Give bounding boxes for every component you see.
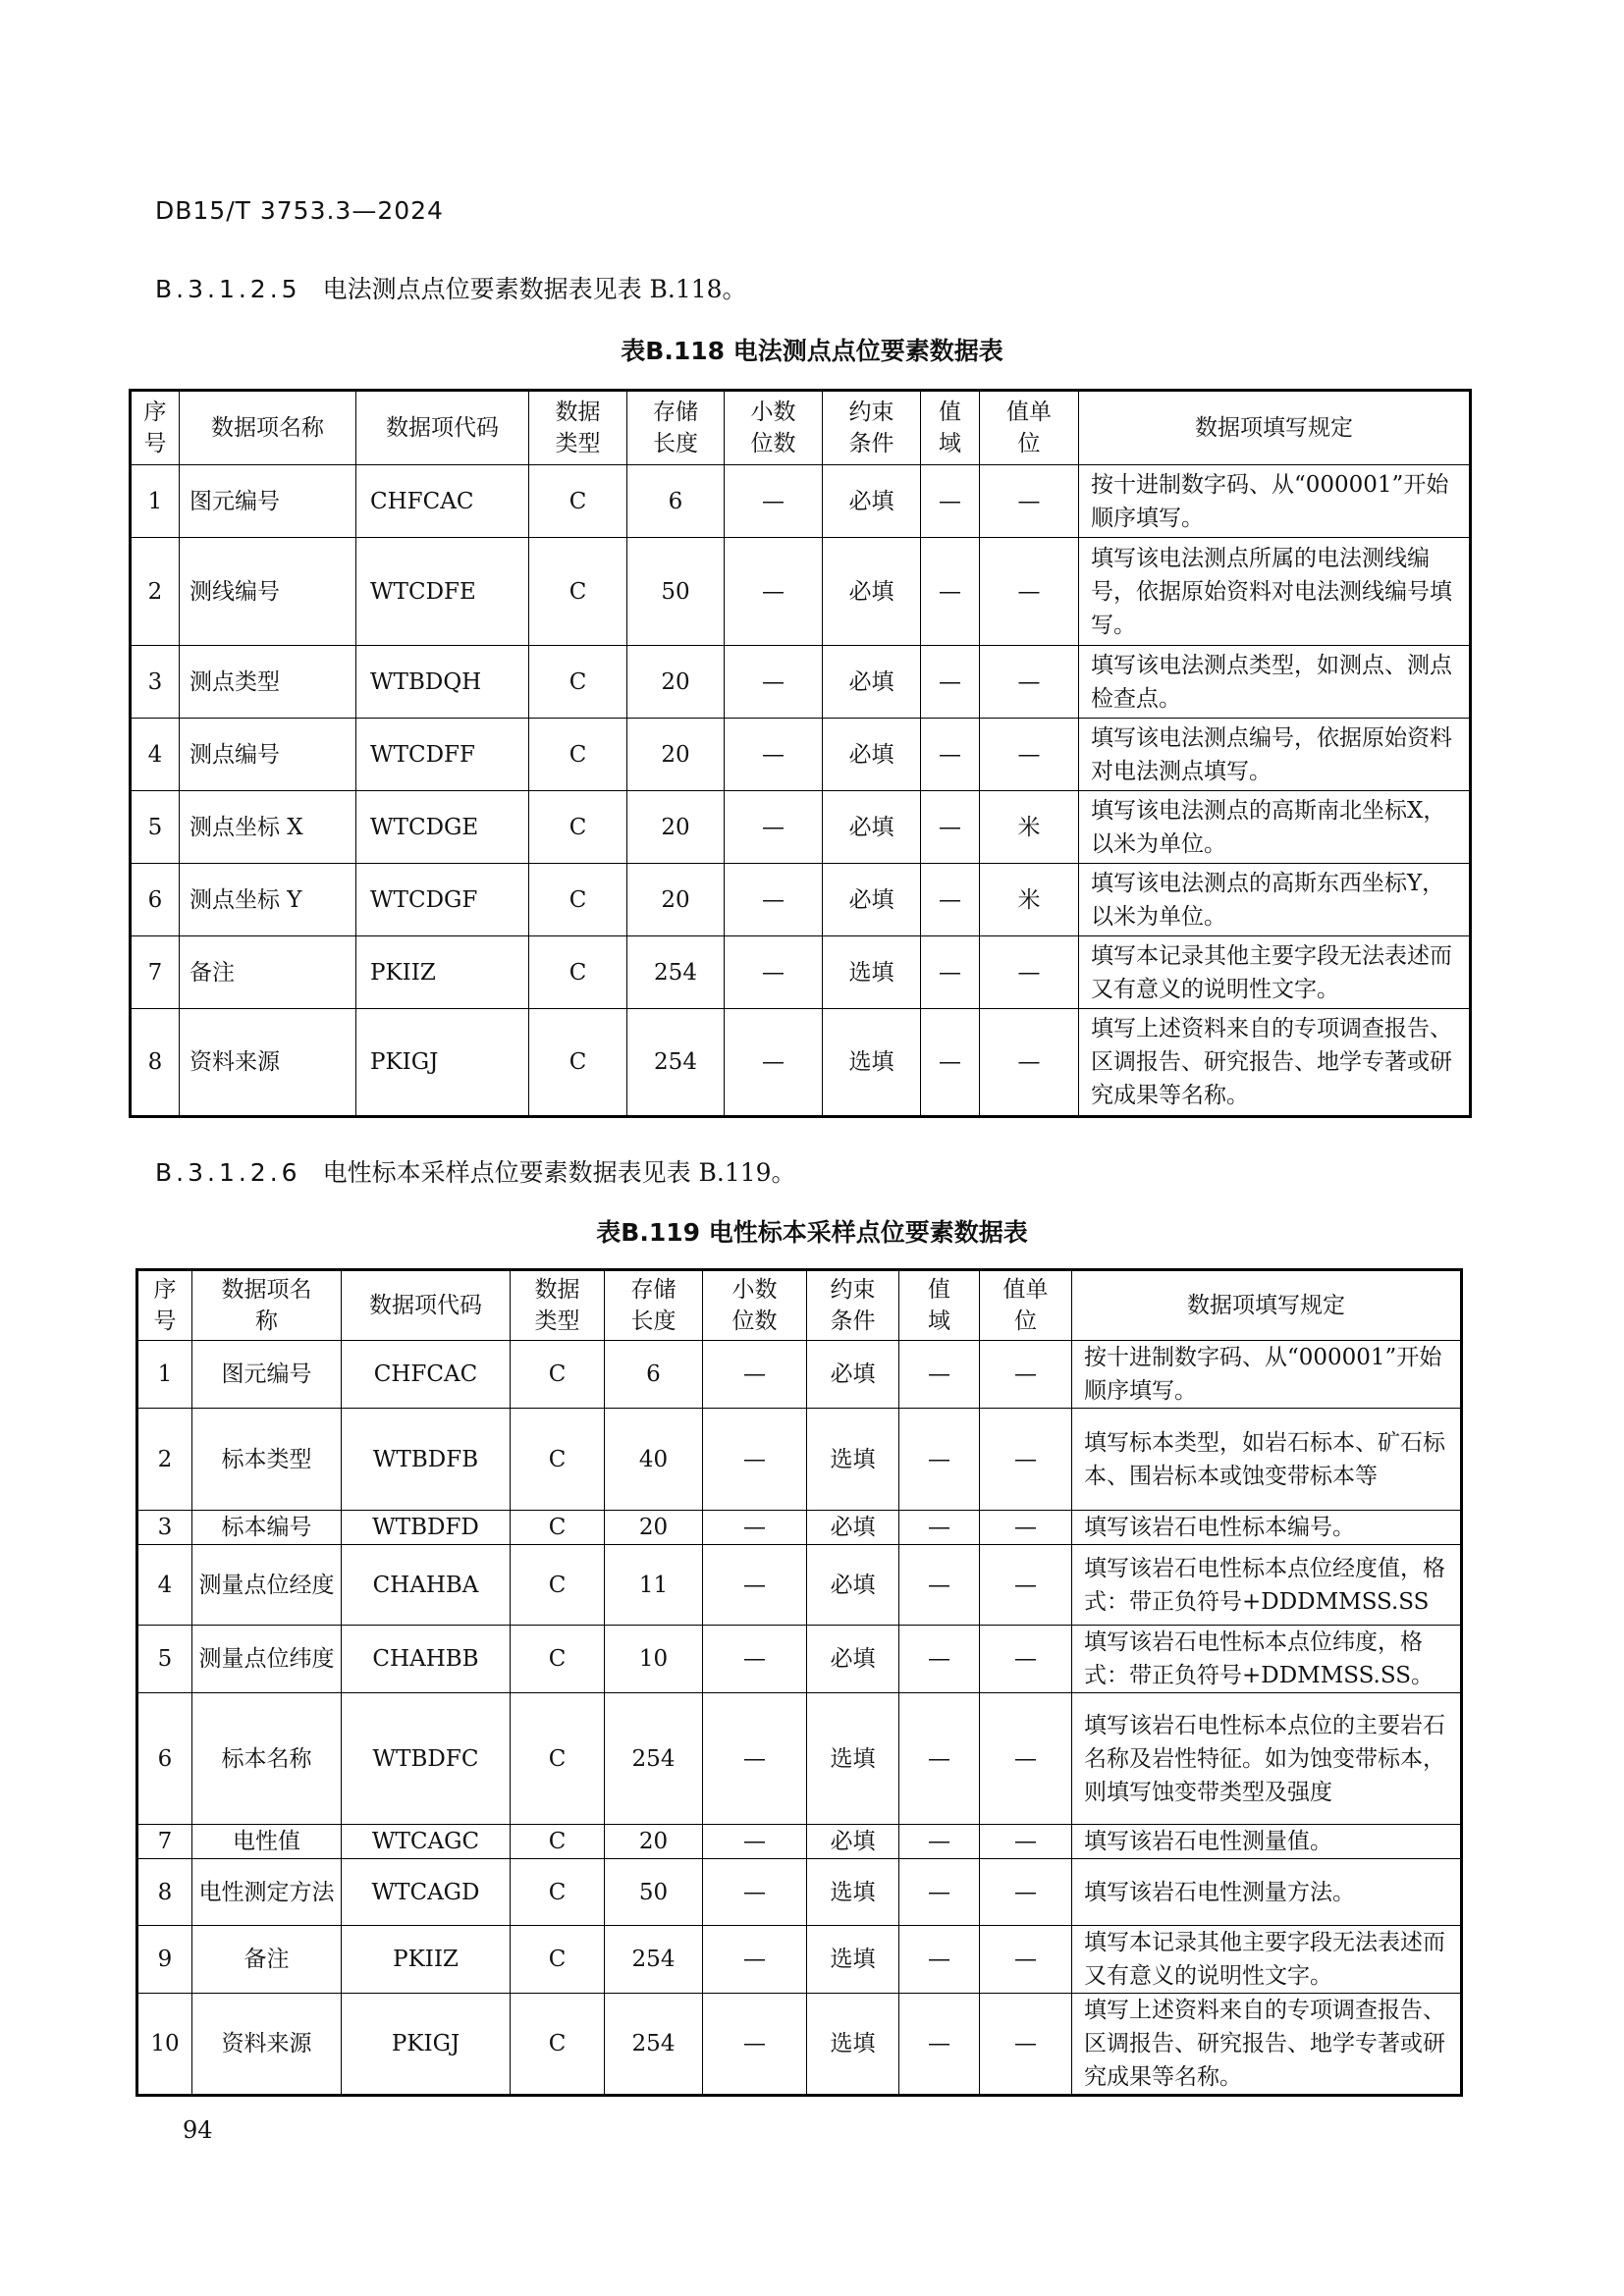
cell-fill-rule: 填写该电法测点的高斯南北坐标X，以米为单位。 bbox=[1079, 791, 1471, 864]
cell-storage-length: 20 bbox=[627, 646, 725, 719]
header-text: 数据 bbox=[555, 400, 601, 425]
header-storage-length bbox=[605, 1270, 703, 1341]
cell-data-type: C bbox=[529, 646, 627, 719]
cell-data-type: C bbox=[529, 1009, 627, 1117]
cell-value-unit: — bbox=[980, 1825, 1072, 1859]
header-text: 序 bbox=[143, 400, 167, 425]
cell-decimal-places: — bbox=[703, 1994, 807, 2096]
cell-data-type: C bbox=[511, 1859, 605, 1926]
header-value-domain bbox=[921, 391, 980, 465]
cell-row-number: 8 bbox=[137, 1859, 192, 1926]
header-constraint bbox=[823, 391, 921, 465]
cell-fill-rule: 填写该电法测点的高斯东西坐标Y，以米为单位。 bbox=[1079, 864, 1471, 936]
table-row bbox=[131, 538, 1471, 646]
cell-decimal-places: — bbox=[725, 646, 823, 719]
cell-field-code: WTBDFB bbox=[342, 1409, 511, 1511]
cell-fill-rule: 填写该岩石电性测量值。 bbox=[1072, 1825, 1462, 1859]
header-text: 条件 bbox=[848, 431, 894, 456]
cell-storage-length: 50 bbox=[627, 538, 725, 646]
cell-field-code: PKIGJ bbox=[342, 1994, 511, 2096]
header-decimal-places bbox=[703, 1270, 807, 1341]
cell-field-code: CHAHBA bbox=[342, 1545, 511, 1626]
cell-row-number: 1 bbox=[137, 1341, 192, 1409]
table-row bbox=[137, 1626, 1462, 1693]
header-text: 号 bbox=[143, 431, 167, 456]
section-heading-b3126 bbox=[155, 1153, 796, 1189]
header-text: 条件 bbox=[830, 1308, 876, 1334]
table-row bbox=[131, 864, 1471, 936]
cell-field-name: 备注 bbox=[180, 936, 356, 1009]
cell-field-code: WTCAGD bbox=[342, 1859, 511, 1926]
cell-value-domain: — bbox=[921, 936, 980, 1009]
header-text: 数据项名称 bbox=[211, 415, 324, 441]
cell-value-domain: — bbox=[921, 1009, 980, 1117]
cell-fill-rule: 按十进制数字码、从“000001”开始顺序填写。 bbox=[1079, 465, 1471, 538]
cell-field-name: 测点编号 bbox=[180, 719, 356, 791]
cell-storage-length: 254 bbox=[605, 1994, 703, 2096]
cell-value-domain: — bbox=[899, 1825, 980, 1859]
cell-decimal-places: — bbox=[703, 1626, 807, 1693]
cell-field-code: WTCDGF bbox=[356, 864, 529, 936]
cell-constraint: 必填 bbox=[823, 719, 921, 791]
cell-data-type: C bbox=[529, 465, 627, 538]
cell-data-type: C bbox=[529, 791, 627, 864]
cell-fill-rule: 填写该电法测点类型，如测点、测点检查点。 bbox=[1079, 646, 1471, 719]
cell-field-name: 测量点位经度 bbox=[192, 1545, 342, 1626]
cell-field-code: PKIIZ bbox=[342, 1926, 511, 1994]
header-text: 号 bbox=[153, 1308, 177, 1334]
cell-decimal-places: — bbox=[703, 1693, 807, 1825]
cell-storage-length: 20 bbox=[627, 864, 725, 936]
header-text: 长度 bbox=[653, 431, 698, 456]
cell-row-number: 4 bbox=[131, 719, 180, 791]
cell-field-code: WTBDFD bbox=[342, 1511, 511, 1545]
cell-field-code: WTCAGC bbox=[342, 1825, 511, 1859]
cell-field-name: 图元编号 bbox=[180, 465, 356, 538]
header-text: 存储 bbox=[630, 1277, 677, 1303]
table-row bbox=[137, 1511, 1462, 1545]
cell-fill-rule: 填写标本类型，如岩石标本、矿石标本、围岩标本或蚀变带标本等 bbox=[1072, 1409, 1462, 1511]
cell-field-code: WTBDQH bbox=[356, 646, 529, 719]
cell-row-number: 7 bbox=[137, 1825, 192, 1859]
cell-storage-length: 20 bbox=[605, 1511, 703, 1545]
cell-field-name: 标本编号 bbox=[192, 1511, 342, 1545]
header-text: 数据项填写规定 bbox=[1195, 415, 1353, 441]
cell-value-unit: — bbox=[980, 1626, 1072, 1693]
cell-data-type: C bbox=[529, 538, 627, 646]
table-row bbox=[137, 1409, 1462, 1511]
cell-row-number: 10 bbox=[137, 1994, 192, 2096]
cell-data-type: C bbox=[511, 1545, 605, 1626]
cell-fill-rule: 填写该岩石电性标本点位经度值，格式：带正负符号+DDDMMSS.SS bbox=[1072, 1545, 1462, 1626]
header-text: 位 bbox=[1014, 1308, 1037, 1334]
header-value-unit bbox=[980, 1270, 1072, 1341]
cell-fill-rule: 填写该岩石电性标本点位纬度，格式：带正负符号+DDMMSS.SS。 bbox=[1072, 1626, 1462, 1693]
cell-data-type: C bbox=[529, 864, 627, 936]
cell-data-type: C bbox=[511, 1825, 605, 1859]
header-fill-rule bbox=[1079, 391, 1471, 465]
cell-field-name: 备注 bbox=[192, 1926, 342, 1994]
cell-value-domain: — bbox=[899, 1859, 980, 1926]
header-row-number bbox=[131, 391, 180, 465]
header-text: 数据 bbox=[534, 1277, 580, 1303]
cell-storage-length: 20 bbox=[627, 791, 725, 864]
data-table-b118 bbox=[129, 389, 1472, 1118]
cell-decimal-places: — bbox=[703, 1511, 807, 1545]
cell-value-unit: — bbox=[980, 1341, 1072, 1409]
cell-storage-length: 6 bbox=[605, 1341, 703, 1409]
cell-decimal-places: — bbox=[725, 719, 823, 791]
cell-constraint: 必填 bbox=[807, 1825, 899, 1859]
table-row bbox=[131, 791, 1471, 864]
cell-decimal-places: — bbox=[725, 936, 823, 1009]
section-text: 电法测点点位要素数据表见表 B.118。 bbox=[322, 275, 747, 303]
cell-constraint: 选填 bbox=[807, 1409, 899, 1511]
cell-value-domain: — bbox=[921, 646, 980, 719]
header-text: 小数 bbox=[750, 400, 796, 425]
cell-field-code: CHFCAC bbox=[342, 1341, 511, 1409]
header-text: 域 bbox=[928, 1308, 950, 1334]
cell-value-domain: — bbox=[899, 1511, 980, 1545]
cell-row-number: 8 bbox=[131, 1009, 180, 1117]
cell-field-name: 测点坐标 X bbox=[180, 791, 356, 864]
header-text: 类型 bbox=[555, 431, 601, 456]
cell-row-number: 3 bbox=[137, 1511, 192, 1545]
cell-fill-rule: 填写该电法测点所属的电法测线编号，依据原始资料对电法测线编号填写。 bbox=[1079, 538, 1471, 646]
header-text: 序 bbox=[153, 1277, 177, 1303]
header-decimal-places bbox=[725, 391, 823, 465]
cell-row-number: 6 bbox=[131, 864, 180, 936]
cell-value-domain: — bbox=[899, 1626, 980, 1693]
table-row bbox=[137, 1859, 1462, 1926]
header-data-type bbox=[529, 391, 627, 465]
cell-field-name: 资料来源 bbox=[180, 1009, 356, 1117]
cell-fill-rule: 填写该岩石电性标本点位的主要岩石名称及岩性特征。如为蚀变带标本，则填写蚀变带类型及强度 bbox=[1072, 1693, 1462, 1825]
cell-constraint: 必填 bbox=[823, 791, 921, 864]
table-row bbox=[131, 646, 1471, 719]
standard-number: DB15/T 3753.3—2024 bbox=[155, 196, 444, 225]
cell-field-name: 测点类型 bbox=[180, 646, 356, 719]
header-fill-rule bbox=[1072, 1270, 1462, 1341]
cell-data-type: C bbox=[511, 1511, 605, 1545]
cell-value-unit: — bbox=[980, 538, 1079, 646]
header-row-number bbox=[137, 1270, 192, 1341]
cell-field-name: 测点坐标 Y bbox=[180, 864, 356, 936]
cell-field-name: 标本名称 bbox=[192, 1693, 342, 1825]
cell-decimal-places: — bbox=[725, 465, 823, 538]
cell-row-number: 9 bbox=[137, 1926, 192, 1994]
cell-decimal-places: — bbox=[725, 864, 823, 936]
cell-row-number: 6 bbox=[137, 1693, 192, 1825]
section-text: 电性标本采样点位要素数据表见表 B.119。 bbox=[322, 1158, 796, 1187]
header-text: 值单 bbox=[1006, 400, 1052, 425]
cell-decimal-places: — bbox=[703, 1341, 807, 1409]
header-value-unit bbox=[980, 391, 1079, 465]
header-text: 称 bbox=[255, 1308, 278, 1334]
header-text: 值单 bbox=[1002, 1277, 1049, 1303]
cell-data-type: C bbox=[511, 1626, 605, 1693]
table-header-row bbox=[137, 1270, 1462, 1341]
header-value-domain bbox=[899, 1270, 980, 1341]
cell-fill-rule: 按十进制数字码、从“000001”开始顺序填写。 bbox=[1072, 1341, 1462, 1409]
cell-value-unit: — bbox=[980, 1545, 1072, 1626]
cell-value-unit: — bbox=[980, 936, 1079, 1009]
cell-constraint: 选填 bbox=[807, 1994, 899, 2096]
cell-value-unit: — bbox=[980, 465, 1079, 538]
cell-value-domain: — bbox=[921, 465, 980, 538]
cell-constraint: 必填 bbox=[807, 1511, 899, 1545]
table-row bbox=[131, 936, 1471, 1009]
header-field-name bbox=[192, 1270, 342, 1341]
table-row bbox=[137, 1545, 1462, 1626]
cell-row-number: 2 bbox=[131, 538, 180, 646]
header-text: 位数 bbox=[750, 431, 796, 456]
cell-value-unit: — bbox=[980, 1926, 1072, 1994]
cell-decimal-places: — bbox=[703, 1825, 807, 1859]
cell-fill-rule: 填写本记录其他主要字段无法表述而又有意义的说明性文字。 bbox=[1072, 1926, 1462, 1994]
header-field-code bbox=[342, 1270, 511, 1341]
header-constraint bbox=[807, 1270, 899, 1341]
table-row bbox=[137, 1926, 1462, 1994]
cell-row-number: 3 bbox=[131, 646, 180, 719]
cell-constraint: 必填 bbox=[807, 1341, 899, 1409]
cell-decimal-places: — bbox=[703, 1926, 807, 1994]
header-text: 值 bbox=[939, 400, 961, 425]
header-text: 存储 bbox=[653, 400, 698, 425]
cell-storage-length: 254 bbox=[605, 1926, 703, 1994]
cell-value-domain: — bbox=[899, 1693, 980, 1825]
section-number: B.3.1.2.6 bbox=[155, 1158, 301, 1187]
cell-constraint: 选填 bbox=[823, 936, 921, 1009]
cell-storage-length: 50 bbox=[605, 1859, 703, 1926]
cell-constraint: 必填 bbox=[823, 538, 921, 646]
header-text: 小数 bbox=[731, 1277, 778, 1303]
table-row bbox=[131, 465, 1471, 538]
header-field-name bbox=[180, 391, 356, 465]
header-text: 位 bbox=[1017, 431, 1041, 456]
cell-constraint: 必填 bbox=[823, 646, 921, 719]
cell-field-code: WTCDGE bbox=[356, 791, 529, 864]
cell-field-name: 电性测定方法 bbox=[192, 1859, 342, 1926]
header-storage-length bbox=[627, 391, 725, 465]
cell-decimal-places: — bbox=[725, 538, 823, 646]
cell-storage-length: 254 bbox=[627, 1009, 725, 1117]
header-text: 数据项代码 bbox=[386, 415, 499, 441]
cell-field-name: 测线编号 bbox=[180, 538, 356, 646]
cell-storage-length: 40 bbox=[605, 1409, 703, 1511]
cell-value-domain: — bbox=[899, 1926, 980, 1994]
cell-decimal-places: — bbox=[725, 791, 823, 864]
cell-row-number: 5 bbox=[137, 1626, 192, 1693]
table-row bbox=[137, 1693, 1462, 1825]
data-table-b119 bbox=[135, 1268, 1463, 2097]
header-text: 约束 bbox=[830, 1277, 876, 1303]
cell-value-unit: — bbox=[980, 646, 1079, 719]
page-number: 94 bbox=[183, 2116, 213, 2144]
section-heading-b3125 bbox=[155, 270, 747, 305]
table-row bbox=[137, 1341, 1462, 1409]
header-text: 长度 bbox=[630, 1308, 677, 1334]
cell-fill-rule: 填写上述资料来自的专项调查报告、区调报告、研究报告、地学专著或研究成果等名称。 bbox=[1072, 1994, 1462, 2096]
cell-data-type: C bbox=[529, 719, 627, 791]
cell-row-number: 2 bbox=[137, 1409, 192, 1511]
table-row bbox=[137, 1825, 1462, 1859]
cell-field-name: 测量点位纬度 bbox=[192, 1626, 342, 1693]
cell-field-code: WTCDFE bbox=[356, 538, 529, 646]
cell-storage-length: 11 bbox=[605, 1545, 703, 1626]
cell-constraint: 必填 bbox=[807, 1545, 899, 1626]
cell-value-domain: — bbox=[899, 1341, 980, 1409]
cell-row-number: 4 bbox=[137, 1545, 192, 1626]
cell-decimal-places: — bbox=[703, 1859, 807, 1926]
cell-value-domain: — bbox=[921, 538, 980, 646]
cell-value-unit: — bbox=[980, 1409, 1072, 1511]
cell-field-name: 资料来源 bbox=[192, 1994, 342, 2096]
table-header-row bbox=[131, 391, 1471, 465]
cell-storage-length: 254 bbox=[605, 1693, 703, 1825]
header-data-type bbox=[511, 1270, 605, 1341]
cell-constraint: 选填 bbox=[807, 1859, 899, 1926]
cell-constraint: 必填 bbox=[823, 465, 921, 538]
cell-value-domain: — bbox=[899, 1409, 980, 1511]
table-row bbox=[131, 1009, 1471, 1117]
cell-storage-length: 254 bbox=[627, 936, 725, 1009]
cell-value-unit: — bbox=[980, 1859, 1072, 1926]
cell-field-code: PKIGJ bbox=[356, 1009, 529, 1117]
cell-data-type: C bbox=[511, 1994, 605, 2096]
cell-field-code: CHAHBB bbox=[342, 1626, 511, 1693]
header-text: 数据项填写规定 bbox=[1187, 1293, 1345, 1318]
cell-data-type: C bbox=[511, 1693, 605, 1825]
cell-storage-length: 20 bbox=[605, 1825, 703, 1859]
cell-row-number: 7 bbox=[131, 936, 180, 1009]
cell-value-unit: — bbox=[980, 1511, 1072, 1545]
header-field-code bbox=[356, 391, 529, 465]
cell-data-type: C bbox=[511, 1926, 605, 1994]
table-caption-b119: 表B.119 电性标本采样点位要素数据表 bbox=[596, 1218, 1028, 1247]
cell-data-type: C bbox=[511, 1341, 605, 1409]
cell-constraint: 选填 bbox=[823, 1009, 921, 1117]
cell-row-number: 1 bbox=[131, 465, 180, 538]
table-caption-b118: 表B.118 电法测点点位要素数据表 bbox=[621, 337, 1003, 365]
cell-field-code: CHFCAC bbox=[356, 465, 529, 538]
cell-field-name: 标本类型 bbox=[192, 1409, 342, 1511]
cell-fill-rule: 填写上述资料来自的专项调查报告、区调报告、研究报告、地学专著或研究成果等名称。 bbox=[1079, 1009, 1471, 1117]
cell-value-domain: — bbox=[921, 719, 980, 791]
cell-storage-length: 10 bbox=[605, 1626, 703, 1693]
cell-storage-length: 6 bbox=[627, 465, 725, 538]
header-text: 类型 bbox=[534, 1308, 580, 1334]
cell-value-unit: — bbox=[980, 1994, 1072, 2096]
cell-value-unit: 米 bbox=[980, 791, 1079, 864]
cell-field-code: WTCDFF bbox=[356, 719, 529, 791]
table-row bbox=[131, 719, 1471, 791]
cell-value-unit: — bbox=[980, 1009, 1079, 1117]
header-text: 约束 bbox=[848, 400, 894, 425]
cell-decimal-places: — bbox=[703, 1409, 807, 1511]
cell-value-domain: — bbox=[921, 864, 980, 936]
cell-value-domain: — bbox=[899, 1994, 980, 2096]
cell-value-unit: 米 bbox=[980, 864, 1079, 936]
cell-field-name: 图元编号 bbox=[192, 1341, 342, 1409]
table-row bbox=[137, 1994, 1462, 2096]
section-number: B.3.1.2.5 bbox=[155, 275, 301, 303]
cell-fill-rule: 填写本记录其他主要字段无法表述而又有意义的说明性文字。 bbox=[1079, 936, 1471, 1009]
cell-constraint: 选填 bbox=[807, 1926, 899, 1994]
cell-fill-rule: 填写该岩石电性标本编号。 bbox=[1072, 1511, 1462, 1545]
cell-field-code: PKIIZ bbox=[356, 936, 529, 1009]
cell-field-name: 电性值 bbox=[192, 1825, 342, 1859]
cell-fill-rule: 填写该电法测点编号，依据原始资料对电法测点填写。 bbox=[1079, 719, 1471, 791]
cell-constraint: 必填 bbox=[807, 1626, 899, 1693]
cell-value-domain: — bbox=[921, 791, 980, 864]
header-text: 数据项名 bbox=[221, 1277, 312, 1303]
cell-storage-length: 20 bbox=[627, 719, 725, 791]
cell-value-unit: — bbox=[980, 719, 1079, 791]
cell-constraint: 选填 bbox=[807, 1693, 899, 1825]
header-text: 值 bbox=[928, 1277, 950, 1303]
header-text: 数据项代码 bbox=[369, 1293, 482, 1318]
cell-data-type: C bbox=[511, 1409, 605, 1511]
cell-fill-rule: 填写该岩石电性测量方法。 bbox=[1072, 1859, 1462, 1926]
cell-constraint: 必填 bbox=[823, 864, 921, 936]
cell-decimal-places: — bbox=[725, 1009, 823, 1117]
header-text: 域 bbox=[939, 431, 961, 456]
cell-value-domain: — bbox=[899, 1545, 980, 1626]
cell-decimal-places: — bbox=[703, 1545, 807, 1626]
cell-data-type: C bbox=[529, 936, 627, 1009]
cell-field-code: WTBDFC bbox=[342, 1693, 511, 1825]
cell-value-unit: — bbox=[980, 1693, 1072, 1825]
header-text: 位数 bbox=[731, 1308, 778, 1334]
cell-row-number: 5 bbox=[131, 791, 180, 864]
